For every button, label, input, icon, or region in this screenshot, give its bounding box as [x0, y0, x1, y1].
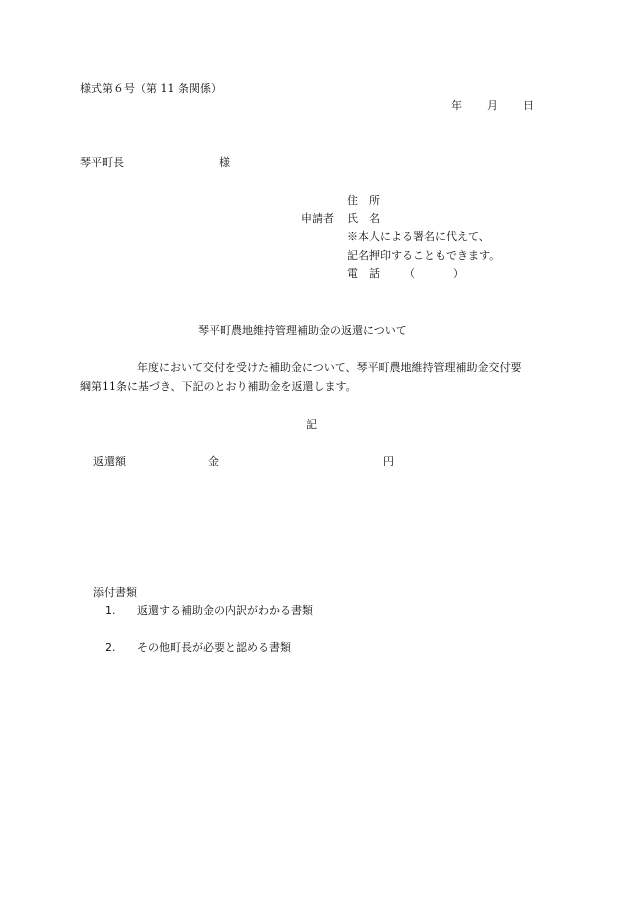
phone-open-paren: （ — [404, 267, 415, 280]
form-number: 様式第６号（第 11 条関係） — [80, 82, 222, 95]
signature-note-line2: 記名押印することもできます。 — [347, 249, 501, 262]
attachment-text-1: 返還する補助金の内訳がわかる書類 — [137, 604, 313, 617]
document-title: 琴平町農地維持管理補助金の返還について — [198, 324, 407, 337]
refund-yen: 円 — [383, 455, 394, 468]
attachments-heading: 添付書類 — [93, 586, 137, 599]
body-line-1: 年度において交付を受けた補助金について、琴平町農地維持管理補助金交付要 — [137, 361, 522, 374]
attachment-number-2: 2. — [105, 641, 116, 654]
phone-close-paren: ） — [453, 267, 464, 280]
phone-label: 電 話 — [347, 267, 380, 280]
refund-label: 返還額 — [93, 455, 126, 468]
name-label: 氏 名 — [347, 212, 380, 225]
address-label: 住 所 — [347, 194, 380, 207]
attachment-number-1: 1. — [105, 604, 116, 617]
addressee-name: 琴平町長 — [80, 156, 124, 169]
signature-note-line1: ※本人による署名に代えて、 — [347, 230, 490, 243]
refund-kin: 金 — [208, 455, 219, 468]
attachment-text-2: その他町長が必要と認める書類 — [137, 641, 291, 654]
date-day-label: 日 — [523, 99, 534, 112]
body-line-2: 綱第11条に基づき、下記のとおり補助金を返還します。 — [80, 380, 357, 393]
applicant-role-label: 申請者 — [301, 212, 334, 225]
addressee-honorific: 様 — [219, 156, 230, 169]
ki-marker: 記 — [306, 418, 317, 431]
date-month-label: 月 — [487, 99, 498, 112]
date-year-label: 年 — [451, 99, 462, 112]
